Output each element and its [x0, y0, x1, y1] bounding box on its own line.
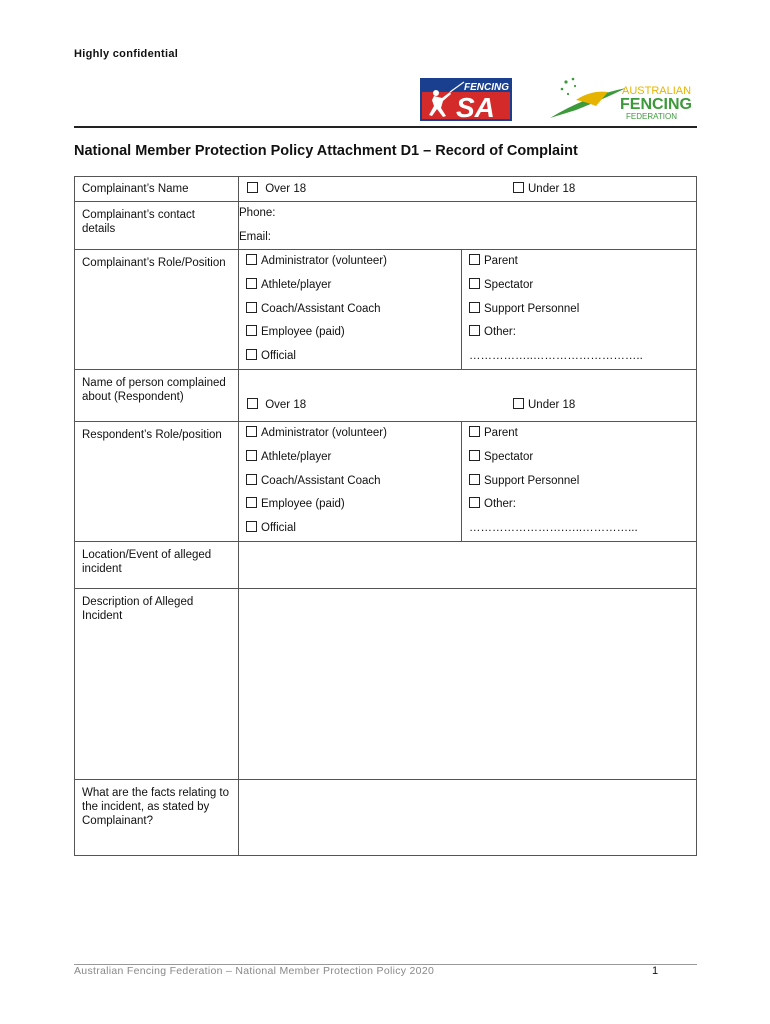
logo-sa-main: SA: [456, 92, 495, 121]
label-location: Location/Event of alleged incident: [75, 542, 239, 589]
option-support[interactable]: Support Personnel: [469, 470, 696, 494]
option-official[interactable]: Official: [246, 517, 461, 541]
description-field[interactable]: [239, 589, 697, 780]
complainant-role-right: [462, 250, 696, 368]
checkbox-icon[interactable]: [246, 278, 257, 289]
row-contact: [75, 202, 697, 250]
label-contact: Complainant’s contact details: [75, 202, 239, 250]
email-field[interactable]: Email:: [239, 230, 271, 243]
phone-field[interactable]: Phone:: [239, 207, 276, 219]
checkbox-icon[interactable]: [247, 182, 258, 193]
option-spectator[interactable]: Spectator: [469, 274, 696, 298]
row-complainant-role: [75, 250, 697, 370]
contact-cell: [239, 202, 697, 250]
checkbox-icon[interactable]: [246, 497, 257, 508]
aff-line1: AUSTRALIAN: [622, 85, 692, 97]
checkbox-icon[interactable]: [246, 521, 257, 532]
row-location: [75, 542, 697, 589]
checkbox-icon[interactable]: [246, 254, 257, 265]
complaint-form: [74, 176, 697, 856]
checkbox-icon[interactable]: [469, 325, 480, 336]
checkbox-icon[interactable]: [469, 497, 480, 508]
header-rule: [74, 126, 697, 128]
label-description: Description of Alleged Incident: [75, 589, 239, 780]
checkbox-icon[interactable]: [247, 398, 258, 409]
checkbox-icon[interactable]: [246, 450, 257, 461]
option-administrator[interactable]: Administrator (volunteer): [246, 250, 461, 274]
aff-line2: FENCING: [620, 96, 692, 113]
checkbox-icon[interactable]: [469, 254, 480, 265]
option-other[interactable]: Other:: [469, 321, 696, 345]
row-facts: [75, 780, 697, 856]
facts-field[interactable]: [239, 780, 697, 856]
option-coach[interactable]: Coach/Assistant Coach: [246, 298, 461, 322]
other-field[interactable]: …………………….…..…………...: [469, 522, 638, 535]
respondent-role-left: [239, 422, 462, 540]
label-respondent-role: Respondent’s Role/position: [75, 422, 239, 542]
label-complainant-role: Complainant’s Role/Position: [75, 250, 239, 370]
respondent-age-cell: [239, 370, 697, 422]
other-field[interactable]: ……………..………………………..: [469, 350, 643, 363]
complainant-role-cell: [239, 250, 697, 370]
location-field[interactable]: [239, 542, 697, 589]
checkbox-icon[interactable]: [469, 450, 480, 461]
option-support[interactable]: Support Personnel: [469, 298, 696, 322]
label-facts: What are the facts relating to the incident, as stated by Complainant?: [75, 780, 239, 856]
checkbox-icon[interactable]: [246, 426, 257, 437]
row-respondent-role: [75, 422, 697, 542]
option-official[interactable]: Official: [246, 345, 461, 369]
page-title: National Member Protection Policy Attachment D1 – Record of Complaint: [74, 143, 578, 159]
respondent-over18[interactable]: Over 18: [239, 393, 513, 417]
page-number: 1: [652, 965, 659, 977]
option-other[interactable]: Other:: [469, 493, 696, 517]
option-parent[interactable]: Parent: [469, 250, 696, 274]
complainant-over18[interactable]: Over 18: [239, 177, 513, 201]
option-employee[interactable]: Employee (paid): [246, 493, 461, 517]
checkbox-icon[interactable]: [469, 426, 480, 437]
checkbox-icon[interactable]: [513, 398, 524, 409]
option-administrator[interactable]: Administrator (volunteer): [246, 422, 461, 446]
checkbox-icon[interactable]: [469, 474, 480, 485]
checkbox-icon[interactable]: [246, 302, 257, 313]
checkbox-icon[interactable]: [469, 278, 480, 289]
row-respondent-name: [75, 370, 697, 422]
complainant-role-left: [239, 250, 462, 368]
checkbox-icon[interactable]: [513, 182, 524, 193]
option-parent[interactable]: Parent: [469, 422, 696, 446]
option-spectator[interactable]: Spectator: [469, 446, 696, 470]
stars-icon: [561, 78, 576, 95]
respondent-role-cell: [239, 422, 697, 542]
aff-logo: [546, 76, 698, 122]
checkbox-icon[interactable]: [246, 474, 257, 485]
row-description: [75, 589, 697, 780]
option-coach[interactable]: Coach/Assistant Coach: [246, 470, 461, 494]
respondent-role-right: [462, 422, 696, 540]
aff-line3: FEDERATION: [626, 112, 677, 121]
complainant-under18[interactable]: Under 18: [513, 177, 575, 201]
option-athlete[interactable]: Athlete/player: [246, 446, 461, 470]
option-employee[interactable]: Employee (paid): [246, 321, 461, 345]
fencing-sa-logo: [420, 78, 512, 121]
checkbox-icon[interactable]: [246, 349, 257, 360]
option-athlete[interactable]: Athlete/player: [246, 274, 461, 298]
respondent-under18[interactable]: Under 18: [513, 393, 575, 417]
footer-text: Australian Fencing Federation – National Member Protection Policy 2020: [74, 965, 435, 977]
confidential-label: Highly confidential: [74, 48, 179, 60]
label-complainant-name: Complainant’s Name: [75, 177, 239, 202]
complainant-age-cell: [239, 177, 697, 202]
checkbox-icon[interactable]: [246, 325, 257, 336]
checkbox-icon[interactable]: [469, 302, 480, 313]
label-respondent-name: Name of person complained about (Respondent): [75, 370, 239, 422]
logo-sa-top: FENCING: [464, 82, 509, 93]
row-complainant-name: [75, 177, 697, 202]
